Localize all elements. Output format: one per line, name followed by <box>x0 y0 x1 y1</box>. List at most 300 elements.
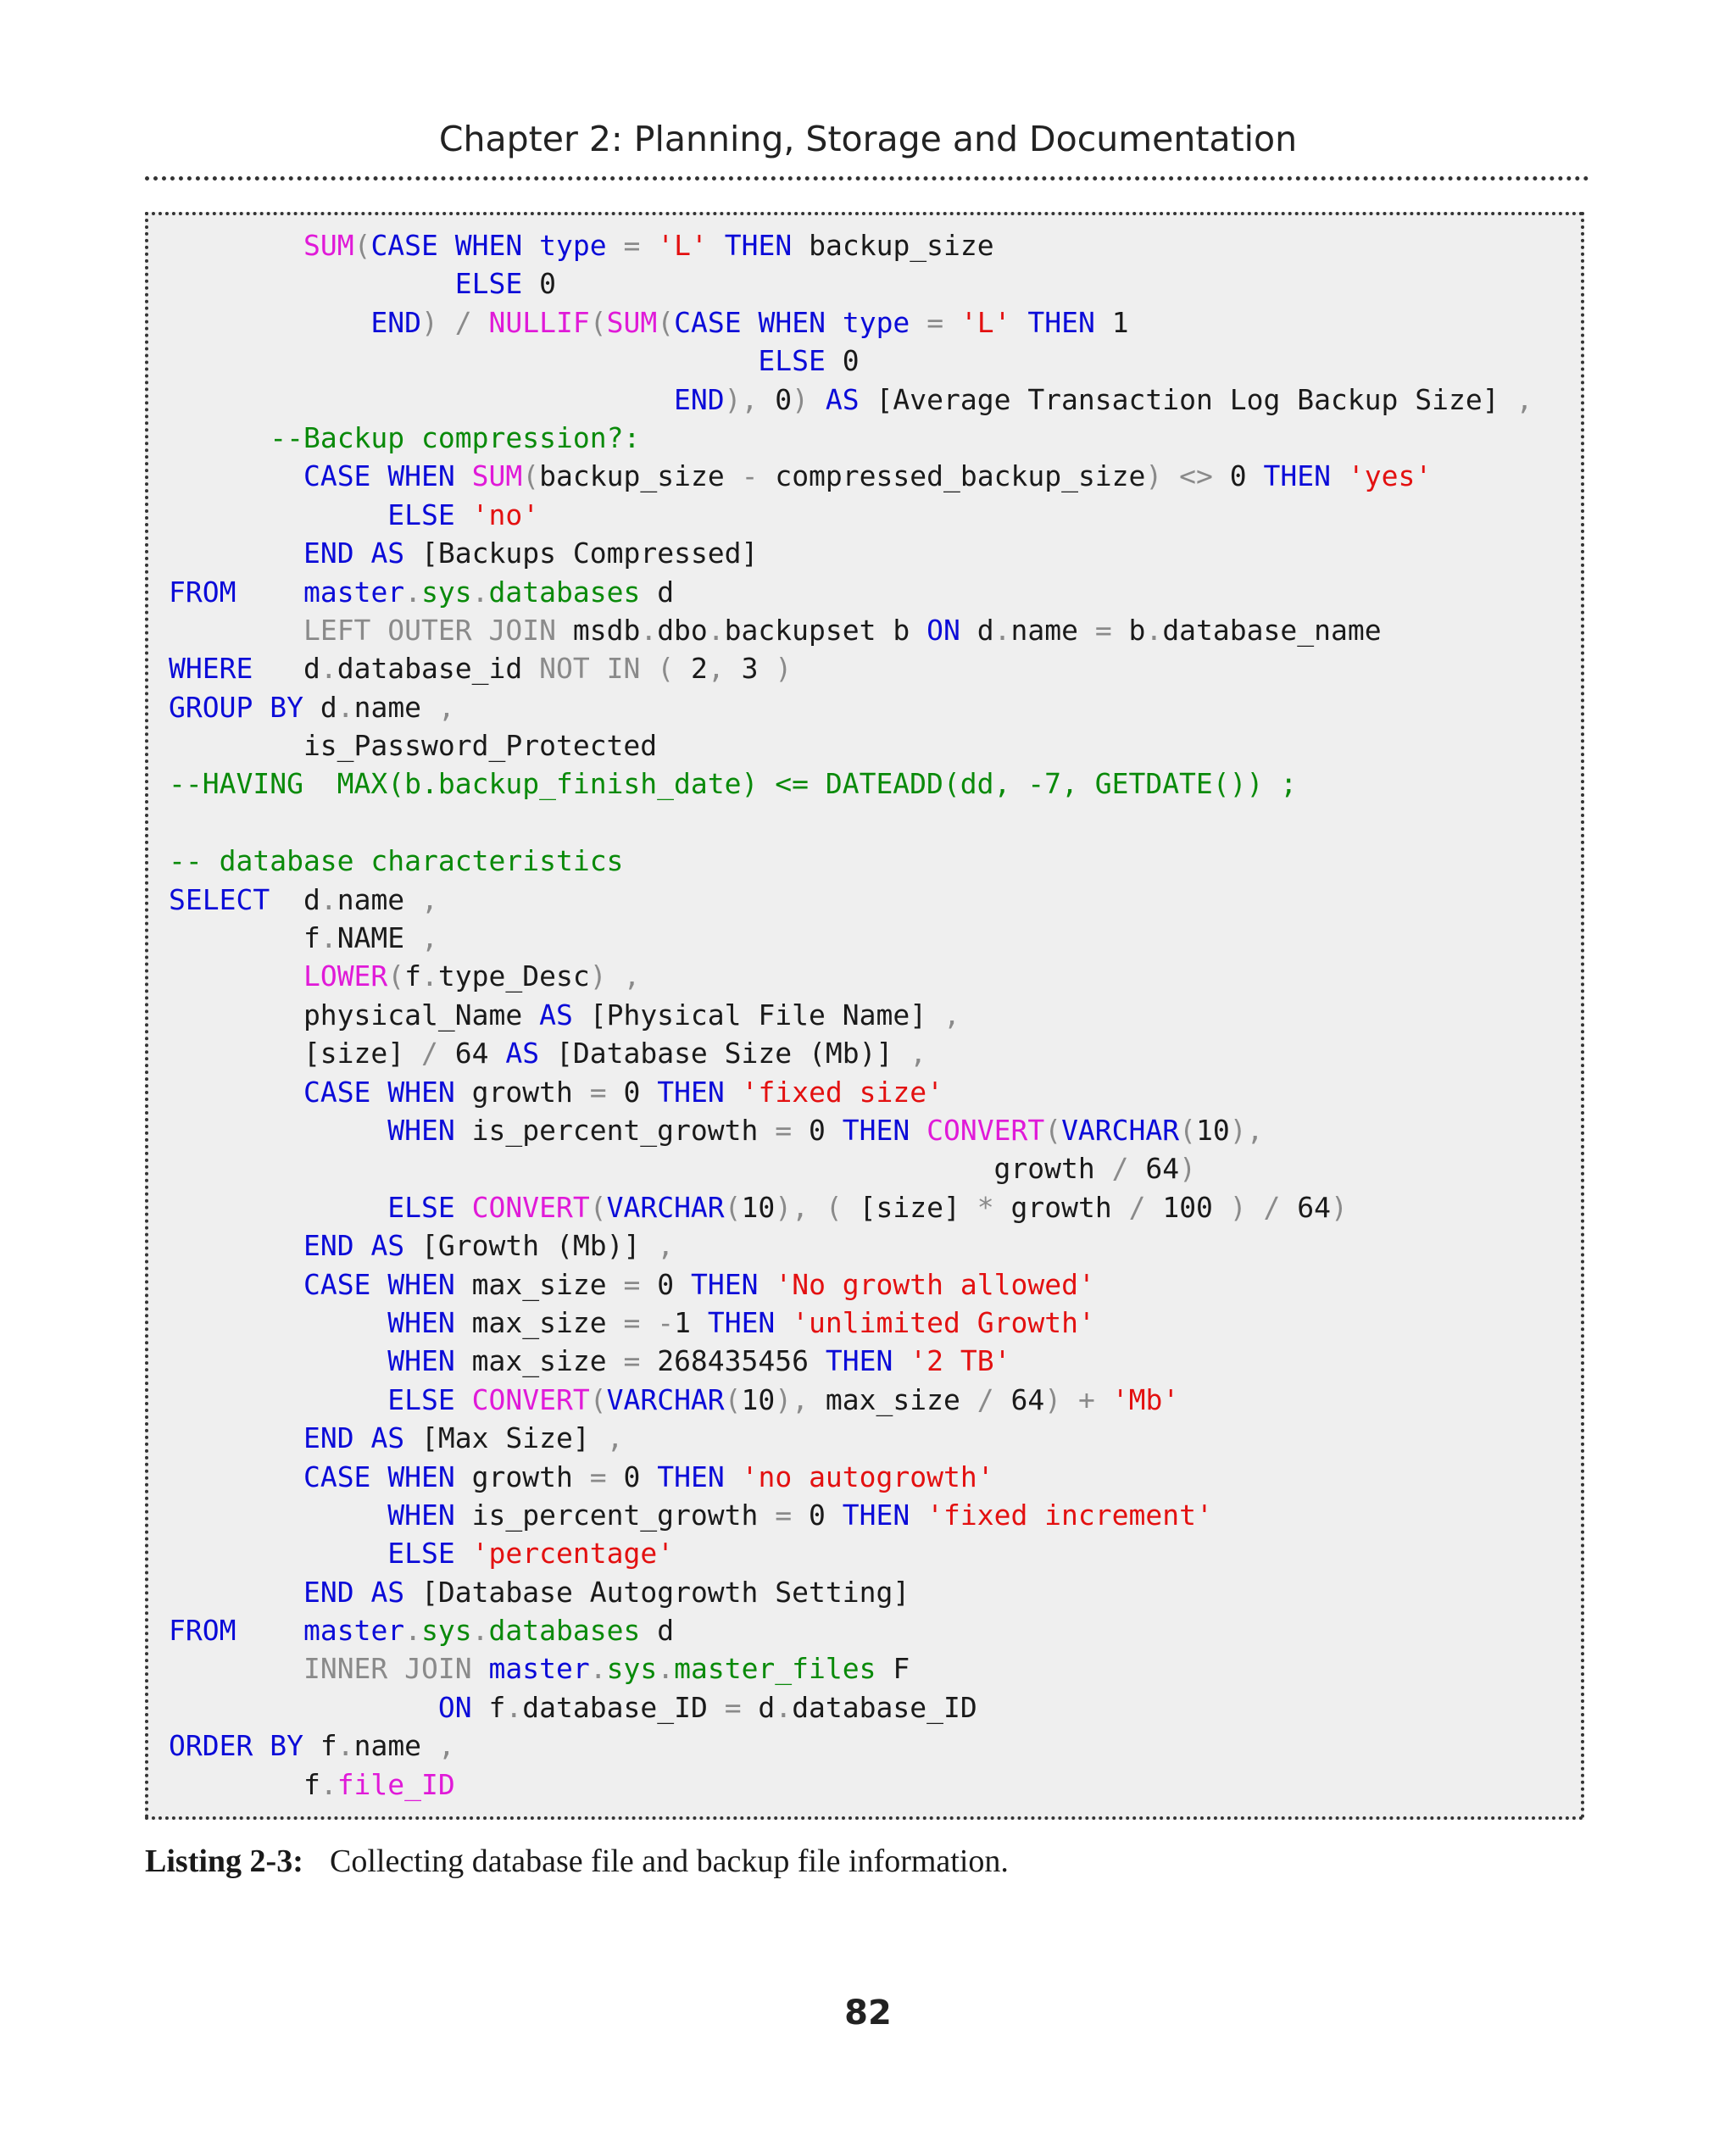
code-token: LOWER <box>303 959 388 993</box>
code-token: ( <box>657 652 675 686</box>
code-token: , <box>657 1229 675 1263</box>
code-line <box>169 1342 1533 1380</box>
code-token: ) <box>1044 1382 1062 1416</box>
code-token <box>354 1576 371 1609</box>
code-token: * <box>976 1190 994 1224</box>
code-token <box>169 306 370 339</box>
code-token: / <box>1128 1190 1146 1224</box>
code-token: 0 <box>1212 459 1264 493</box>
code-token: THEN <box>825 1344 893 1378</box>
code-token: 'fixed size' <box>741 1075 944 1109</box>
code-token: [Average Transaction Log Backup Size] <box>859 382 1516 416</box>
code-token: CASE <box>303 1460 371 1493</box>
code-token: - <box>741 459 759 493</box>
code-token <box>640 652 657 685</box>
code-token: END <box>303 1575 354 1609</box>
code-token: 10 <box>1196 1113 1230 1147</box>
code-token: 64 <box>993 1382 1045 1416</box>
code-token: SUM <box>471 459 523 493</box>
code-token: [Database Size (Mb)] <box>539 1037 910 1070</box>
code-line <box>169 1649 1533 1688</box>
code-token: ), <box>724 382 759 416</box>
code-token: = <box>623 1344 641 1378</box>
code-token: WHEN <box>758 305 826 339</box>
code-token <box>169 421 270 454</box>
code-token: type <box>539 229 607 262</box>
code-token <box>236 576 303 609</box>
code-token: THEN <box>1027 305 1095 339</box>
code-token: GROUP BY <box>169 690 303 724</box>
code-token: 10 <box>741 1190 776 1224</box>
code-token <box>169 344 758 377</box>
code-token: CASE <box>303 1267 371 1301</box>
code-token <box>169 1691 438 1724</box>
code-token: <> <box>1179 459 1213 493</box>
code-token: . <box>471 1614 489 1648</box>
code-token: THEN <box>690 1267 759 1301</box>
code-token: 'unlimited Growth' <box>792 1305 1095 1339</box>
code-token: 'Mb' <box>1111 1382 1180 1416</box>
code-token: 64 <box>437 1037 506 1070</box>
code-token: max_size <box>454 1267 624 1301</box>
code-token <box>438 306 455 339</box>
code-token: --HAVING MAX(b.backup_finish_date) <= DATEADD(dd, -7, GETDATE()) ; <box>169 767 1298 801</box>
code-token: d <box>253 652 320 686</box>
code-token <box>910 1114 926 1147</box>
code-token: AS <box>825 382 860 416</box>
code-line <box>169 496 1533 534</box>
code-token: AS <box>370 1421 405 1455</box>
code-token: THEN <box>1263 459 1332 493</box>
code-token: max_size <box>454 1344 624 1378</box>
code-token: name <box>353 690 438 724</box>
code-token <box>455 1537 472 1570</box>
code-token: NULLIF <box>488 305 590 339</box>
code-token: growth <box>454 1460 590 1493</box>
code-token <box>169 459 303 492</box>
header-divider <box>145 176 1589 181</box>
code-line <box>169 1381 1533 1419</box>
code-token: / <box>1263 1190 1281 1224</box>
code-token: . <box>320 882 337 916</box>
code-token: d <box>303 690 337 724</box>
code-token: NOT IN <box>539 652 641 686</box>
code-token <box>455 1383 472 1416</box>
code-line <box>169 457 1533 495</box>
code-token: d <box>640 575 675 609</box>
code-token: 1 <box>1094 305 1129 339</box>
code-token: ( <box>1179 1113 1197 1147</box>
code-line <box>169 1727 1533 1765</box>
code-token: F <box>876 1652 910 1686</box>
code-token: . <box>404 575 422 609</box>
running-head: Chapter 2: Planning, Storage and Documentation <box>438 119 1298 159</box>
code-token: - <box>657 1305 675 1339</box>
code-token: master <box>488 1652 590 1686</box>
code-token: . <box>471 575 489 609</box>
code-token: max_size <box>454 1305 624 1339</box>
code-token: ELSE <box>454 267 523 301</box>
code-line <box>169 381 1533 419</box>
code-token: type_Desc <box>437 959 590 993</box>
code-token <box>236 1614 303 1647</box>
code-token: , <box>437 1729 455 1763</box>
code-token: THEN <box>657 1075 725 1109</box>
code-token: sys <box>421 575 472 609</box>
code-token: ( <box>825 1190 843 1224</box>
code-token <box>169 1652 303 1685</box>
code-line <box>169 1458 1533 1496</box>
code-token: ( <box>522 459 540 493</box>
code-token: 'fixed increment' <box>926 1498 1213 1532</box>
code-token: growth <box>993 1190 1129 1224</box>
code-token <box>1331 459 1348 492</box>
code-token: VARCHAR <box>606 1382 725 1416</box>
code-token: ( <box>724 1190 742 1224</box>
code-token <box>893 1344 910 1377</box>
code-token: is_percent_growth <box>454 1498 776 1532</box>
code-token: END <box>303 1421 354 1455</box>
code-line <box>169 1265 1533 1304</box>
code-token: ), <box>775 1190 810 1224</box>
code-token <box>169 1306 387 1339</box>
code-line <box>169 1226 1533 1265</box>
code-token: WHEN <box>387 1113 455 1147</box>
code-token: 268435456 <box>640 1344 826 1378</box>
code-token: dbo <box>657 613 708 647</box>
code-token: THEN <box>657 1460 725 1493</box>
code-token <box>640 1306 657 1339</box>
code-token: b <box>1111 613 1146 647</box>
code-token: ( <box>589 305 607 339</box>
code-token <box>472 306 489 339</box>
code-token <box>169 383 674 416</box>
code-line <box>169 1073 1533 1111</box>
code-line <box>169 611 1533 649</box>
code-token: . <box>320 1767 337 1801</box>
code-line <box>169 1534 1533 1572</box>
code-token <box>725 1460 742 1493</box>
code-line <box>169 957 1533 995</box>
code-token: ) <box>1331 1190 1348 1224</box>
code-token: backup_size <box>792 229 994 262</box>
code-token: ON <box>437 1690 472 1724</box>
code-line <box>169 1573 1533 1611</box>
code-line <box>169 765 1533 803</box>
code-token: . <box>589 1652 607 1686</box>
code-token: 'L' <box>960 305 1011 339</box>
code-line <box>169 1034 1533 1072</box>
code-token: 3 <box>724 652 776 686</box>
code-token: CASE <box>370 229 438 262</box>
code-token: ) <box>792 382 810 416</box>
code-token: = <box>623 1305 641 1339</box>
code-token: , <box>421 882 438 916</box>
code-token: . <box>1145 613 1163 647</box>
code-token <box>522 229 539 262</box>
code-token: AS <box>370 1575 405 1609</box>
code-token: 'percentage' <box>471 1537 675 1571</box>
code-token <box>169 229 303 262</box>
code-token: f <box>303 1729 337 1763</box>
code-token <box>169 1191 387 1224</box>
code-token: ) <box>775 652 793 686</box>
code-token: ) <box>1145 459 1163 493</box>
code-token: , <box>707 652 725 686</box>
code-block <box>169 226 1533 1804</box>
code-token: . <box>640 613 658 647</box>
code-line <box>169 1766 1533 1804</box>
code-token: file_ID <box>337 1767 455 1801</box>
code-token: database_id <box>337 652 540 686</box>
code-token: ELSE <box>387 1537 455 1571</box>
code-token: THEN <box>724 229 793 262</box>
code-token: CONVERT <box>471 1190 590 1224</box>
code-token: growth <box>454 1075 590 1109</box>
code-token <box>438 229 455 262</box>
code-token: , <box>943 998 960 1032</box>
code-line <box>169 919 1533 957</box>
code-token <box>370 1460 387 1493</box>
code-line <box>169 303 1533 342</box>
code-token <box>370 1076 387 1109</box>
code-token: compressed_backup_size <box>758 459 1146 493</box>
code-token: 'no' <box>471 498 540 531</box>
code-token: = <box>589 1075 607 1109</box>
code-token: WHEN <box>387 1305 455 1339</box>
code-token <box>472 1652 489 1685</box>
code-token: WHEN <box>387 1460 455 1493</box>
code-token: f <box>169 921 320 955</box>
code-token <box>455 498 472 531</box>
listing-caption <box>145 1843 1009 1880</box>
code-line <box>169 342 1533 380</box>
code-token: FROM <box>169 1614 236 1648</box>
code-token: , <box>1516 382 1533 416</box>
code-token: . <box>657 1652 675 1686</box>
code-token: THEN <box>707 1305 776 1339</box>
code-token: INNER JOIN <box>303 1652 472 1686</box>
code-token: ( <box>1044 1113 1062 1147</box>
code-token: ) <box>1229 1190 1247 1224</box>
code-token: END <box>303 537 354 570</box>
code-token: SUM <box>303 229 354 262</box>
code-token: THEN <box>842 1113 910 1147</box>
code-token <box>455 1191 472 1224</box>
code-token <box>708 229 725 262</box>
code-line <box>169 419 1533 457</box>
code-token: database_ID <box>792 1690 977 1724</box>
caption-label: Listing 2-3: <box>145 1843 303 1879</box>
code-token: END <box>370 305 422 339</box>
code-token: CASE <box>303 1075 371 1109</box>
code-token: --Backup compression?: <box>270 420 641 454</box>
code-token: / <box>454 305 472 339</box>
code-token: ELSE <box>387 1382 455 1416</box>
code-token <box>742 306 759 339</box>
code-token: f <box>404 959 422 993</box>
code-token: ELSE <box>387 1190 455 1224</box>
code-token: 0 <box>522 267 556 301</box>
code-token: SELECT <box>169 882 270 916</box>
code-token: ), <box>1229 1113 1264 1147</box>
code-token <box>169 1576 303 1609</box>
code-line <box>169 804 1533 842</box>
code-line <box>169 1496 1533 1534</box>
code-token: ( <box>589 1190 607 1224</box>
code-line <box>169 1688 1533 1727</box>
code-token: WHEN <box>387 1498 455 1532</box>
code-token: 'yes' <box>1347 459 1433 493</box>
code-line <box>169 996 1533 1034</box>
code-token: . <box>404 1614 422 1648</box>
code-token <box>826 306 843 339</box>
code-token <box>758 1268 775 1301</box>
code-token: ORDER BY <box>169 1729 303 1763</box>
code-token: 'no autogrowth' <box>741 1460 994 1493</box>
code-token: '2 TB' <box>910 1344 1011 1378</box>
code-line <box>169 1304 1533 1342</box>
code-token <box>370 459 387 492</box>
code-token: . <box>775 1690 793 1724</box>
code-token: CONVERT <box>471 1382 590 1416</box>
code-token: ), <box>775 1382 810 1416</box>
code-token: , <box>437 690 455 724</box>
code-listing <box>145 212 1584 1820</box>
code-token: . <box>505 1690 523 1724</box>
code-token: 64 <box>1128 1152 1180 1186</box>
code-line <box>169 1111 1533 1149</box>
code-token: max_size <box>809 1382 977 1416</box>
code-token: CONVERT <box>926 1113 1045 1147</box>
code-token: 0 <box>606 1460 658 1493</box>
code-token: WHEN <box>387 1075 455 1109</box>
code-token <box>169 537 303 570</box>
code-token: LEFT OUTER JOIN <box>303 613 556 647</box>
code-token: master_files <box>674 1652 876 1686</box>
code-token: WHERE <box>169 652 253 686</box>
code-token: VARCHAR <box>1061 1113 1180 1147</box>
code-token: name <box>353 1729 438 1763</box>
code-token <box>725 1076 742 1109</box>
caption-text: Collecting database file and backup file information. <box>330 1843 1009 1879</box>
code-line <box>169 842 1533 880</box>
code-token: / <box>976 1382 994 1416</box>
code-token: [Physical File Name] <box>572 998 943 1032</box>
code-token: -- database characteristics <box>169 844 624 878</box>
code-token <box>640 229 657 262</box>
code-token: name <box>1010 613 1095 647</box>
code-token: 100 <box>1145 1190 1230 1224</box>
code-token: [Max Size] <box>404 1421 607 1455</box>
code-token <box>169 1537 387 1570</box>
code-line <box>169 688 1533 726</box>
code-token <box>607 229 624 262</box>
code-token: = <box>926 305 944 339</box>
code-token: [size] <box>169 1037 422 1070</box>
code-token: = <box>775 1113 793 1147</box>
code-token: / <box>421 1037 438 1070</box>
code-token: d <box>640 1614 675 1648</box>
code-token: . <box>320 921 337 955</box>
code-token: ) <box>589 959 607 993</box>
code-token: master <box>303 1614 405 1648</box>
code-token: ( <box>657 305 675 339</box>
code-token <box>169 1344 387 1377</box>
code-token: . <box>337 690 354 724</box>
code-token: [size] <box>842 1190 977 1224</box>
code-token: 0 <box>606 1075 658 1109</box>
code-token: AS <box>505 1037 540 1070</box>
code-token <box>169 1076 303 1109</box>
code-token: is_percent_growth <box>454 1113 776 1147</box>
code-token: NAME <box>337 921 422 955</box>
code-token: . <box>707 613 725 647</box>
code-token: 64 <box>1280 1190 1332 1224</box>
code-token: ELSE <box>387 498 455 531</box>
code-token <box>169 1268 303 1301</box>
code-line <box>169 226 1533 264</box>
code-token <box>169 1460 303 1493</box>
code-token <box>455 459 472 492</box>
code-token: = <box>724 1690 742 1724</box>
code-token: is_Password_Protected <box>169 729 658 763</box>
code-token: WHEN <box>454 229 523 262</box>
code-token: WHEN <box>387 1344 455 1378</box>
code-token: 0 <box>825 344 860 378</box>
code-token: AS <box>370 537 405 570</box>
code-token: WHEN <box>387 1267 455 1301</box>
code-token: . <box>993 613 1011 647</box>
code-token: . <box>320 652 337 686</box>
code-token: backup_size <box>539 459 742 493</box>
code-token <box>1011 306 1028 339</box>
code-token: 0 <box>758 382 793 416</box>
code-token: physical_Name <box>169 998 540 1032</box>
code-token <box>169 614 303 647</box>
code-token: database_name <box>1162 613 1382 647</box>
code-token <box>354 1229 371 1262</box>
code-token <box>607 959 624 993</box>
code-token: FROM <box>169 575 236 609</box>
code-line <box>169 534 1533 572</box>
code-token: master <box>303 575 405 609</box>
code-token: SUM <box>606 305 658 339</box>
code-token: / <box>1111 1152 1129 1186</box>
code-token: + <box>1077 1382 1095 1416</box>
code-line <box>169 1188 1533 1226</box>
code-token <box>169 1229 303 1262</box>
code-token: ( <box>387 959 405 993</box>
code-token: ( <box>724 1382 742 1416</box>
code-token <box>169 1114 387 1147</box>
code-token: name <box>337 882 422 916</box>
code-line <box>169 264 1533 303</box>
code-token <box>354 537 371 570</box>
code-token: CASE <box>303 459 371 493</box>
code-token: THEN <box>842 1498 910 1532</box>
code-token: VARCHAR <box>606 1190 725 1224</box>
code-token: 1 <box>674 1305 708 1339</box>
code-token: AS <box>539 998 573 1032</box>
code-token: [Growth (Mb)] <box>404 1229 658 1263</box>
code-token <box>354 1421 371 1454</box>
code-token: type <box>842 305 910 339</box>
code-token: , <box>606 1421 624 1455</box>
code-line <box>169 649 1533 687</box>
code-token: [Database Autogrowth Setting] <box>404 1575 910 1609</box>
code-token: = <box>589 1460 607 1493</box>
